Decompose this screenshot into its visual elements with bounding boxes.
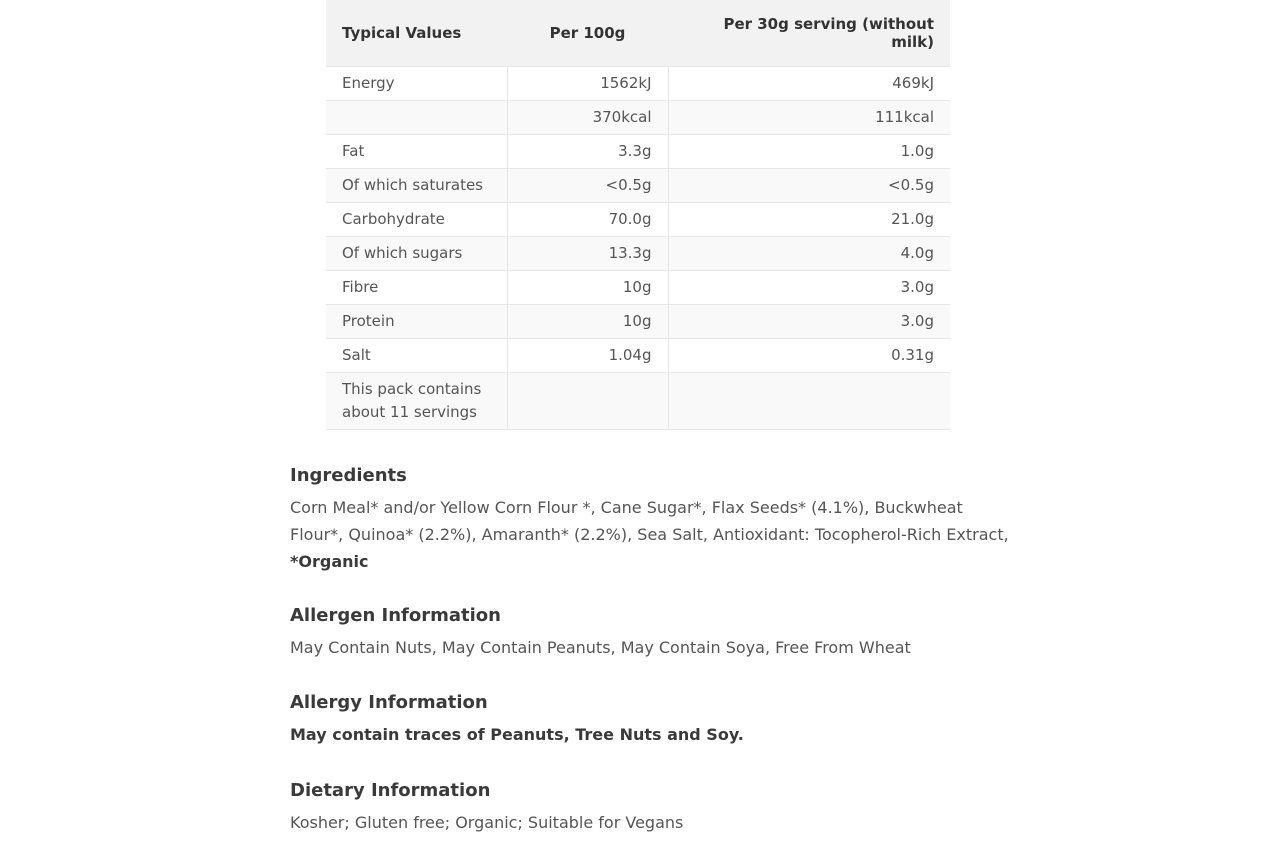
header-per-100g: Per 100g — [507, 0, 668, 66]
nutrition-table — [326, 0, 950, 430]
value-per-serving: 3.0g — [668, 270, 950, 304]
header-typical-values: Typical Values — [326, 0, 507, 66]
table-row — [326, 270, 950, 304]
table-row — [326, 236, 950, 270]
dietary-section — [290, 779, 1010, 836]
value-per-serving: 111kcal — [668, 100, 950, 134]
nutrient-label: Of which sugars — [326, 236, 507, 270]
value-per-serving: <0.5g — [668, 168, 950, 202]
ingredients-text: Corn Meal* and/or Yellow Corn Flour *, Cane Sugar*, Flax Seeds* (4.1%), Buckwheat Flour*, Quinoa* (2.2%), Amaranth* (2.2%), Sea Salt, Antioxidant: Tocopherol-Rich Extract, — [290, 498, 1009, 544]
nutrient-label: Fibre — [326, 270, 507, 304]
nutrient-label: Fat — [326, 134, 507, 168]
table-row — [326, 338, 950, 372]
value-per-serving: 21.0g — [668, 202, 950, 236]
organic-note: *Organic — [290, 552, 369, 571]
value-per-serving: 0.31g — [668, 338, 950, 372]
ingredients-heading: Ingredients — [290, 465, 407, 486]
nutrient-label: Energy — [326, 66, 507, 100]
table-row — [326, 168, 950, 202]
nutrient-label: Salt — [326, 338, 507, 372]
allergy-text: May contain traces of Peanuts, Tree Nuts and Soy. — [290, 725, 744, 744]
dietary-text: Kosher; Gluten free; Organic; Suitable for Vegans — [290, 813, 684, 832]
allergen-section — [290, 604, 1010, 661]
value-per-100g: 10g — [507, 304, 668, 338]
value-per-100g — [507, 372, 668, 429]
value-per-100g: 13.3g — [507, 236, 668, 270]
value-per-100g: 1.04g — [507, 338, 668, 372]
value-per-serving: 1.0g — [668, 134, 950, 168]
table-row — [326, 304, 950, 338]
ingredients-text-block — [290, 494, 1010, 575]
ingredients-section — [290, 464, 1010, 575]
value-per-100g: <0.5g — [507, 168, 668, 202]
table-row — [326, 66, 950, 100]
value-per-100g: 70.0g — [507, 202, 668, 236]
header-per-serving: Per 30g serving (without milk) — [668, 0, 950, 66]
allergen-heading: Allergen Information — [290, 605, 501, 626]
value-per-serving — [668, 372, 950, 429]
allergy-heading: Allergy Information — [290, 692, 488, 713]
nutrient-label: Protein — [326, 304, 507, 338]
table-row — [326, 134, 950, 168]
value-per-serving: 469kJ — [668, 66, 950, 100]
dietary-heading: Dietary Information — [290, 780, 491, 801]
nutrient-label — [326, 100, 507, 134]
allergen-text: May Contain Nuts, May Contain Peanuts, May Contain Soya, Free From Wheat — [290, 638, 911, 657]
table-row — [326, 100, 950, 134]
nutrient-label: This pack contains about 11 servings — [326, 372, 507, 429]
table-row — [326, 202, 950, 236]
value-per-100g: 3.3g — [507, 134, 668, 168]
nutrient-label: Carbohydrate — [326, 202, 507, 236]
allergy-section — [290, 691, 1010, 748]
value-per-serving: 3.0g — [668, 304, 950, 338]
value-per-100g: 1562kJ — [507, 66, 668, 100]
value-per-100g: 10g — [507, 270, 668, 304]
value-per-100g: 370kcal — [507, 100, 668, 134]
table-row — [326, 372, 950, 429]
nutrient-label: Of which saturates — [326, 168, 507, 202]
nutrition-header-row — [326, 0, 950, 66]
value-per-serving: 4.0g — [668, 236, 950, 270]
